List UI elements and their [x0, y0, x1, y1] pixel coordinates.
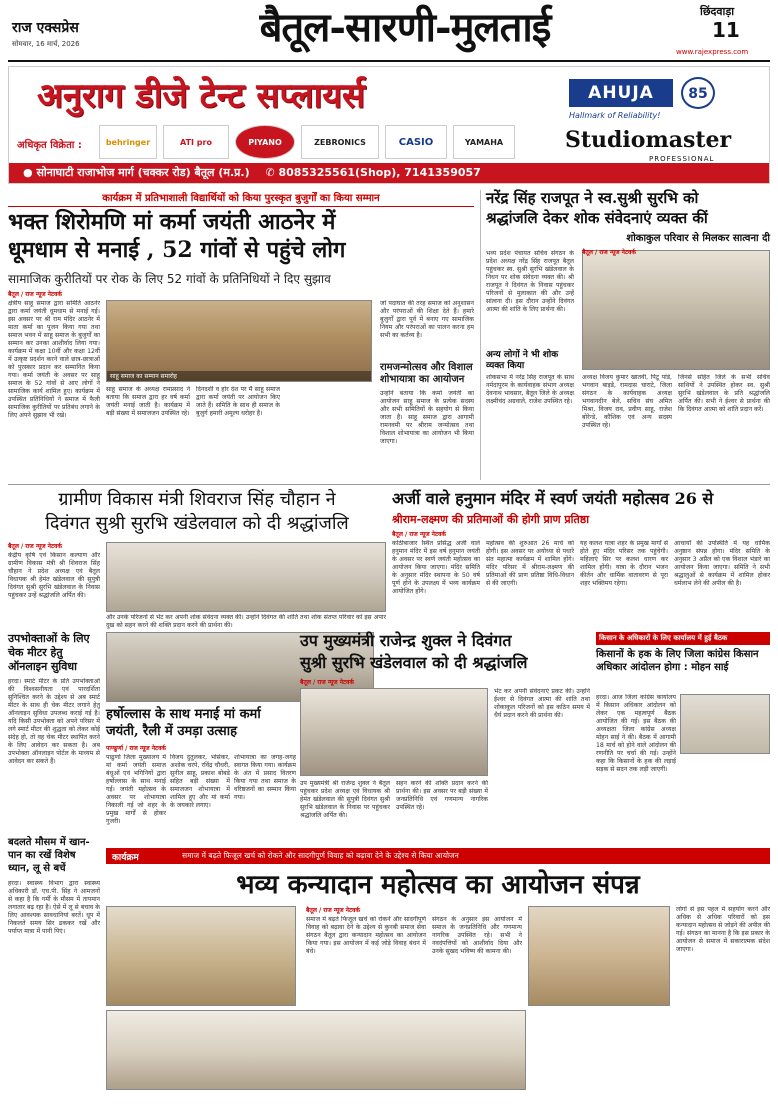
story-col1: उप मुख्यमंत्री श्री राजेन्द्र शुक्ल ने बैतूल पहुंचकर प्रदेश अध्यक्ष एवं विधायक श्री हेमंत खंडेलवाल की सुपुत्री दिवंगत सुश्री सुरभि खंडेलवाल के निवास पर पहुंचकर श्रद्धांजलि अर्पित की।	[300, 780, 390, 819]
story-headline: बदलते मौसम में खान-पान का रखें विशेष ध्यान, लू से बचें	[8, 837, 90, 874]
story-headline: उपभोक्ताओं के लिए चेक मीटर हेतु ऑनलाइन सुविधा	[8, 632, 90, 673]
story-col3: दिनदर्शी व होर देश पर मैं साहू समाज द्वारा कर्मा जयंती पर आयोजन किए जाते हैं। समिति के साथ ही समाज के बुजुर्ग हमारी अमूल्य धरोहर है।	[196, 386, 280, 417]
story-col1: भव्य प्रदेश पंचायत सचिव संगठन के प्रदेश अध्यक्ष नरेंद्र सिंह राजपूत बैतूल पहुंचकर स्व. सुश्री सुरभि खंडेलवाल के निधन पर शोक संवेदना व्यक्त की। श्री राजपूत ने दिवंगत के निवास पहुंचकर परिजनों से मुलाकात की और उन्हें सांत्वना दी। इस दौरान उन्होंने दिवंगत आत्मा की शांति के लिए प्रार्थना की।	[486, 250, 574, 313]
story-col1: कोठीबाजार स्थित प्रसिद्ध अर्जी वाले हनुमान मंदिर में इस वर्ष हनुमान जयंती के अवसर पर स्वर्ण जयंती महोत्सव का आयोजन किया जाएगा। मंदिर समिति के अनुसार मंदिर स्थापना के 50 वर्ष पूर्ण होने के उपलक्ष्य में भव्य कार्यक्रम आयोजित होंगे।	[392, 540, 480, 595]
brand-behringer: behringer	[99, 125, 157, 159]
brand-zebronics: ZEBRONICS	[301, 125, 379, 159]
story-col3: यह कलश यात्रा शहर के प्रमुख मार्गों से होते हुए मंदिर परिसर तक पहुंचेगी। महिलाएं सिर पर कलश धारण कर शामिल होंगी। यात्रा के दौरान भजन कीर्तन और धार्मिक वातावरण से पूरा शहर भक्तिमय रहेगा।	[580, 540, 668, 587]
website: www.rajexpress.com	[676, 48, 749, 56]
story-col1: समाज में बढ़ते फिजूल खर्च को रोकने और सादगीपूर्ण विवाह को बढ़ावा देने के उद्देश्य से कुनबी समाज सेवा संगठन बैतूल द्वारा कन्यादान महोत्सव का आयोजन किया गया। इस आयोजन में कई जोड़े विवाह बंधन में बंधे।	[306, 916, 426, 955]
story-kisan-andolan	[596, 632, 770, 842]
story-col2: सहन करने की शक्ति प्रदान करने की प्रार्थना की। इस अवसर पर बड़ी संख्या में जनप्रतिनिधि एवं गणमान्य नागरिक उपस्थित रहे।	[396, 780, 488, 811]
ad-address-bar: ● सोनाघाटी राजाभोज मार्ग (चक्कर रोड) बैतूल (म.प्र.) ✆ 8085325561(Shop), 7141359057	[9, 163, 769, 183]
brand-yamaha: YAMAHA	[453, 125, 515, 159]
story-body: हरदा। आज जिला कांग्रेस कार्यालय में किसान अधिकार आंदोलन को लेकर एक महत्वपूर्ण बैठक आयोजित की गई। इस बैठक की अध्यक्षता जिला कांग्रेस अध्यक्ष मोहन साई ने की। बैठक में आगामी 18 मार्च को होने वाले आंदोलन की रणनीति पर चर्चा की गई। उन्होंने कहा कि किसानों के हक की लड़ाई सड़क से सदन तक लड़ी जाएगी।	[596, 694, 676, 773]
story-headline-line2: सुश्री सुरभि खंडेलवाल को दी श्रद्धांजलि	[300, 653, 528, 672]
story-col2: विजय दुतुलकर, भोसेकर, अशोक चरपे, रविंद्र चौधरी, सुनील साहू, प्रकाश बोबडे सहित बड़ी संख्या में समाजजन शोभायात्रा में शामिल हुए और मां कर्मा के जयकारे लगाए।	[170, 754, 230, 809]
story-col4: आचार्यों की उपस्थिति में यह धार्मिक अनुष्ठान संपन्न होगा। मंदिर समिति के अनुसार 3 अप्रैल को एक विशाल भंडारे का आयोजन किया जाएगा। समिति ने सभी श्रद्धालुओं से कार्यक्रम में शामिल होकर धर्मलाभ लेने की अपील की है।	[674, 540, 770, 587]
masthead	[0, 0, 778, 62]
ad-banner	[8, 66, 770, 184]
story-byline: बैतूल / राज न्यूज नेटवर्क	[306, 907, 360, 914]
photo-kanyadan-left	[106, 906, 296, 1006]
story-col1: क्षेत्रीय साहू समाज द्वारा समिति आठनेर द्वारा कर्मा जयंती धूमधाम से मनाई गई। इस अवसर पर श्री राम मंदिर आठनेर में माता कर्मा का पूजन किया गया तथा समाज भवन में साहू समाज के बुजुर्गों का सम्मान कर उनका आशीर्वाद लिया गया। कार्यक्रम में कक्षा 10वीं और कक्षा 12वीं में उत्कृष्ट प्रदर्शन करने वाले छात्र-छात्राओं को पुरस्कार प्रदान कर सम्मानित किया गया। कर्मा जयंती के अवसर पर साहू समाज के 52 गांवों से आए लोगों ने सामाजिक कार्य शामिल हुए। कार्यक्रम में उपस्थित प्रतिनिधियों ने समाज में फैली सामाजिक कुरीतियों पर प्रतिबंध लगाने के लिए अपने सुझाव भी रखे।	[8, 300, 100, 419]
story-col2: महोत्सव की शुरुआत 26 मार्च को होगी। इस अवसर पर अयोध्या से पधारे संत महात्मा कार्यक्रम में शामिल होंगे। मंदिर परिसर में श्रीराम-लक्ष्मण की प्रतिमाओं की प्राण प्रतिष्ठा विधि-विधान से की जाएगी।	[486, 540, 574, 587]
story-col2: अध्यक्ष विजय कुमार खातवी, पिंटू पांडे, भगवान बाइडे, रामदास चाराटे, जिला संगठन के कार्यवाहक अध्यक्ष भगवानदीन बेले, सचिव संघ अमित मिश्रा, विजय राव, प्रवीण साहू, राजेश बोरेन्डे, कौशिक एवं अन्य सदस्य उपस्थित रहे।	[582, 374, 672, 429]
story-headline-line2: धूमधाम से मनाई , 52 गांवों से पहुंचे लोग	[8, 237, 346, 263]
story-kicker: कार्यक्रम	[112, 853, 139, 863]
edition-city: छिंदवाड़ा	[700, 5, 735, 18]
ad-shop-name: अनुराग डीजे टेन्ट सप्लायर्स	[37, 76, 366, 116]
story-headline-line1: भक्त शिरोमणि मां कर्मा जयंती आठनेर में	[8, 209, 336, 235]
story-rajput-tribute	[486, 188, 770, 480]
story-headline: हर्षोल्लास के साथ मनाई मां कर्मा जयंती, रैली में उमड़ा उत्साह	[106, 707, 261, 739]
brand-row	[99, 125, 539, 159]
ahuja-logo: AHUJA	[569, 79, 673, 107]
photo-rajput-tribute	[582, 250, 770, 370]
ad-phone: 8085325561(Shop), 7141359057	[278, 166, 481, 179]
story-karma-rally	[106, 706, 296, 844]
story-headline: अर्जी वाले हनुमान मंदिर में स्वर्ण जयंती महोत्सव 26 से	[392, 489, 714, 508]
story-deck: सामाजिक कुरीतियों पर रोक के लिए 52 गांवों के प्रतिनिधियों ने दिए सुझाव	[8, 272, 331, 286]
location-icon: ●	[23, 166, 37, 179]
story-byline: पाण्ढुर्णा / राज न्यूज नेटवर्क	[106, 745, 167, 752]
story-headline-line1: ग्रामीण विकास मंत्री शिवराज सिंह चौहान ने	[58, 489, 336, 510]
ad-dealer-label: अधिकृत विक्रेता :	[17, 140, 82, 151]
story-subhead: रामजन्मोत्सव और विशाल शोभायात्रा का आयोजन	[380, 362, 473, 385]
story-col2: साहू समाज के अध्यक्ष रामप्रसाद ने बताया कि समाज द्वारा हर वर्ष कर्मा जयंती मनाई जाती है। कार्यक्रम में बड़ी संख्या में समाजजन उपस्थित रहे।	[106, 386, 190, 417]
story-col4: जो पदाघात की तरह समाज को अनुशासन और परंपराओं की शिक्षा देते हैं। हमारे बुजुर्गों द्वारा पूर्व में बनाए गए सामाजिक नियम और परंपराओं का पालन करना हम सभी का कर्तव्य है।	[380, 300, 474, 339]
brand-casio: CASIO	[385, 125, 447, 159]
story-hanuman-mandir	[392, 488, 770, 626]
story-col2: संगठन के अनुसार इस आयोजन में समाज के जनप्रतिनिधि और गणमान्य नागरिक उपस्थित रहे। सभी ने नवदंपत्तियों को आशीर्वाद दिया और उनके सुखद भविष्य की कामना की।	[432, 916, 522, 955]
story-deck: श्रीराम-लक्ष्मण की प्रतिमाओं की होगी प्राण प्रतिष्ठा	[392, 513, 590, 526]
photo-kanyadan-crowd	[106, 1010, 526, 1090]
issue-date: सोमवार, 16 मार्च, 2026	[12, 40, 80, 48]
masthead-rule	[8, 60, 770, 62]
story-col3: शोभायात्रा का जगह-जगह स्वागत किया गया। कार्यक्रम के अंत में प्रसाद वितरण किया गया तथा समाज के वरिष्ठजनों का सम्मान किया गया।	[234, 754, 296, 801]
photo-karma-jayanti	[106, 300, 372, 382]
brand-atipro: ATI pro	[163, 125, 229, 159]
story-col1-more: शोकसभा में नरेंद्र सिंह राजपूत के साथ नर्मदापुरम के कार्यवाहक संभाग अध्यक्ष देवनाथ भावसार, बैतूल जिले के अध्यक्ष लक्ष्मीचंद अग्रवाले, राजेश उपस्थित रहे।	[486, 374, 574, 405]
section-rule	[8, 484, 770, 485]
story-byline: बैतूल / राज न्यूज नेटवर्क	[300, 679, 354, 686]
brand-piyano: PIYANO	[235, 125, 295, 159]
story-shivraj-tribute	[8, 488, 386, 628]
photo-shukla-meeting	[300, 688, 488, 776]
story-shukla-text	[300, 630, 590, 840]
story-headline: भव्य कन्यादान महोत्सव का आयोजन संपन्न	[236, 870, 640, 900]
story-kicker-text: समाज में बढ़ते फिजूल खर्च को रोकने और सादगीपूर्ण विवाह को बढ़ावा देने के उद्देश्य से किया आयोजन	[182, 851, 459, 860]
story-headline-line2: श्रद्धांजलि देकर शोक संवेदनाएं व्यक्त कीं	[486, 209, 708, 227]
story-byline: बैतूल / राज न्यूज नेटवर्क	[8, 291, 62, 298]
photo-caption: साहू समाज का सम्मान समारोह	[107, 371, 371, 381]
story-headline-line1: नरेंद्र सिंह राजपूत ने स्व.सुश्री सुरभि को	[486, 189, 699, 207]
story-headline-line2: दिवंगत सुश्री सुरभि खंडेलवाल को दी श्रद्धांजलि	[45, 513, 349, 534]
story-col3: जिनसे सहित जिले के सभी सचिव साथियों ने उपस्थित होकर स्व. सुश्री सुरभि खंडेलवाल के प्रति श्रद्धांजलि अर्पित की। सभी ने ईश्वर से प्रार्थना की कि दिवंगत आत्मा को शांति प्रदान करें।	[678, 374, 770, 413]
story-col4-more: उन्होंने बताया कि कर्मा जयंती का आयोजन साहू समाज के प्रत्येक सदस्य और सभी समितियों के सहयोग से किया जाता है। साहू समाज द्वारा आगामी रामनवमी पर श्रीराम जन्मोत्सव तथा विशाल शोभायात्रा का आयोजन भी किया जाएगा।	[380, 390, 474, 445]
story-byline: बैतूल / राज न्यूज नेटवर्क	[8, 543, 62, 550]
photo-kanyadan-right	[528, 906, 670, 1006]
story-col1: केंद्रीय कृषि एवं किसान कल्याण और ग्रामीण विकास मंत्री श्री शिवराज सिंह चौहान ने प्रदेश अध्यक्ष एवं बैतूल विधायक श्री हेमंत खंडेलवाल की सुपुत्री दिवंगत सुश्री सुरभि खंडेलवाल के निवास पहुंचकर उन्हें श्रद्धांजलि अर्पित की।	[8, 552, 100, 599]
studiomaster-sub: PROFESSIONAL	[649, 155, 715, 163]
kicker-bar	[106, 848, 770, 864]
story-subhead: अन्य लोगों ने भी शोक व्यक्त किया	[486, 350, 559, 371]
studiomaster-logo: Studiomaster	[565, 127, 732, 153]
story-karma-jayanti	[8, 190, 474, 480]
story-kicker: किसान के अधिकारों के लिए कार्यालय में हुई बैठक	[596, 632, 770, 645]
story-headline-line1: उप मुख्यमंत्री राजेन्द्र शुक्ल ने दिवंगत	[300, 631, 512, 650]
photo-caption: और उनके परिजनों से भेंट कर अपनी शोक संवेदना व्यक्त की। उन्होंने दिवंगत की शांति तथा शोक संतप्त परिवार को इस अपार दुख को सहन करने की शक्ति प्रदान करने की प्रार्थना की।	[106, 614, 386, 629]
story-body: हरदा। स्मार्ट मीटर के प्रति उपभोक्ताओं की विश्वसनीयता एवं पारदर्शिता सुनिश्चित करने के उद्देश्य से अब स्मार्ट मीटर के साथ ही चेक मीटर लगाने हेतु ऑनलाइन सुविधा उपलब्ध कराई गई है। यदि किसी उपभोक्ता को अपने परिसर में लगे स्मार्ट मीटर की शुद्धता को लेकर कोई संदेह हो, तो वह चेक मीटर स्थापित करने के लिए आवेदन कर सकता है। अब उपभोक्ता ऑनलाइन पोर्टल के माध्यम से आवेदन कर सकते हैं।	[8, 678, 100, 765]
phone-icon: ✆	[265, 166, 279, 179]
photo-kisan-meeting	[680, 694, 770, 754]
story-headline: किसानों के हक के लिए जिला कांग्रेस किसान अधिकार आंदोलन होगा : मोहन साई	[596, 649, 759, 673]
ahuja-tagline: Hallmark of Reliability!	[569, 111, 661, 120]
story-col3: लोगों से इस पहल में सहयोग करने और अधिक से अधिक परिवारों को इस कन्यादान महोत्सव से जोड़ने की अपील की गई। संगठन का मानना है कि इस प्रकार के आयोजन से समाज में सकारात्मक संदेश जाएगा।	[676, 906, 770, 953]
column-divider	[480, 190, 481, 480]
story-body: हरदा। स्वास्थ्य विभाग द्वारा स्वास्थ्य अधिकारी डॉ. एच.पी. सिंह ने आमजनों से कहा है कि गर्मी के मौसम में तापमान लगातार बढ़ रहा है। ऐसे में लू से बचाव के लिए आवश्यक सावधानियां बरतें। धूप में निकलते समय सिर ढककर रखें और पर्याप्त मात्रा में पानी पिएं।	[8, 880, 100, 935]
story-byline: बैतूल / राज न्यूज नेटवर्क	[582, 249, 636, 256]
edition-title: बैतूल-सारणी-मुलताई	[259, 4, 551, 51]
ahuja-years: 85	[681, 77, 715, 109]
paper-name: राज एक्सप्रेस	[12, 20, 79, 36]
story-check-meter	[8, 632, 100, 832]
story-weather-health	[8, 836, 100, 1036]
page-number: 11	[712, 18, 740, 42]
story-kicker: कार्यक्रम में प्रतिभाशाली विद्यार्थियों को किया पुरस्कृत बुजुर्गों का किया सम्मान	[8, 190, 474, 207]
story-kanyadan	[106, 848, 770, 1100]
story-byline: बैतूल / राज न्यूज नेटवर्क	[392, 531, 446, 538]
photo-shivraj-tribute	[106, 542, 386, 612]
story-col3: भेंट कर अपनी संवेदनाएं प्रकट की। उन्होंने ईश्वर से दिवंगत आत्मा की शांति तथा शोकाकुल परिजनों को इस कठिन समय में धैर्य प्रदान करने की प्रार्थना की।	[494, 688, 590, 719]
story-col1: पाढुर्णा जिला मुख्यालय में मां कर्मा जयंती समाज बंधुओं एवं भगिनियों द्वारा हर्षोल्लास के साथ मनाई गई। जयंती महोत्सव के अवसर पर शोभायात्रा निकाली गई जो शहर के प्रमुख मार्गों से होकर गुजरी।	[106, 754, 166, 825]
story-deck: शोकाकुल परिवार से मिलकर सात्वना दी	[626, 233, 770, 244]
